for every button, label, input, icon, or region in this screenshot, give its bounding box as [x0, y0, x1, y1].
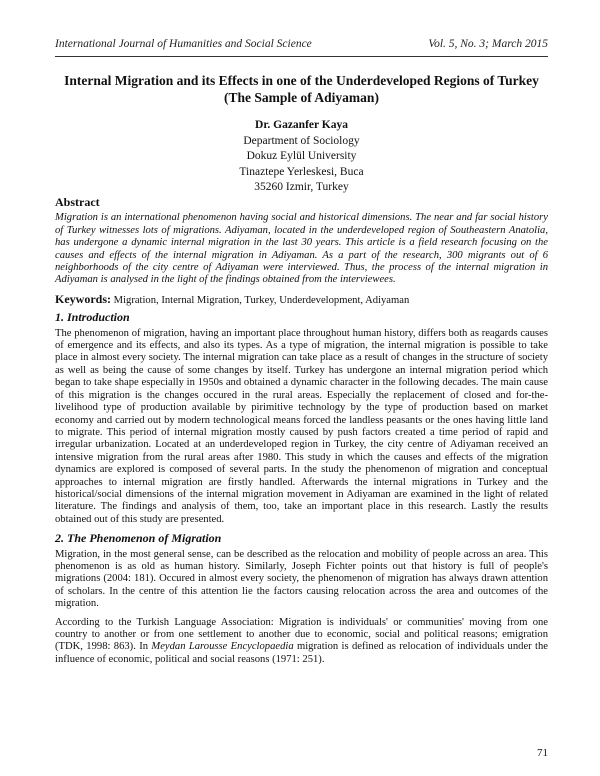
- running-header: [55, 38, 548, 50]
- author-campus: Tinaztepe Yerleskesi, Buca: [239, 165, 364, 178]
- author-department: Department of Sociology: [243, 134, 360, 147]
- encyclopedia-title: Meydan Larousse Encyclopaedia: [151, 641, 294, 653]
- section-2-paragraph-2: [55, 617, 548, 667]
- title-line-2: (The Sample of Adiyaman): [224, 90, 379, 105]
- paper-body: [55, 196, 548, 672]
- keywords-text: Migration, Internal Migration, Turkey, Underdevelopment, Adiyaman: [113, 294, 410, 306]
- issue-info: Vol. 5, No. 3; March 2015: [428, 38, 548, 50]
- abstract-heading: Abstract: [55, 195, 100, 209]
- author-name: Dr. Gazanfer Kaya: [255, 119, 348, 131]
- author-city: 35260 Izmir, Turkey: [254, 181, 349, 193]
- author-university: Dokuz Eylül University: [246, 150, 357, 162]
- page-number: 71: [537, 747, 548, 759]
- section-1-text: The phenomenon of migration, having an important place throughout human history, differs both as reagards causes of emergence and its effects, and also its types. As a type of migration, the internal migration is possible to take place in almost every society. The internal migration can take place as a result of changes in the structure of society as well as being the cause of some changes by itself. Turkey has undergone an internal migration period which began to take shape especially in 1950s and obtained a dynamic character in the following decades. The main cause of this migration is the changes occured in the rural areas. Especially the replacement of closed and for-the-livelihood type of production available by pirimitive technology by the type of production based on market economy and carried out by modern technological means forced the landless peasants or the ones having little land to migrate. This period of internal migration mostly caused by push factors created a time period of rapid and irregular urbanization. Located at an underdeveloped region in Turkey, the city centre of Adiyaman received an intensive migration from the rural areas after 1980. This study in which the causes and effects of the migration dynamics are explored is composed of several parts. In the study the phenomenon of migration and conceptual approaches to internal migration are firstly handled. Afterwards the internal migrations in Turkey and the historical/social dimensions of the internal migration movement in Adiyaman are examined in the light of related literature. The findings and analysis of them, too, take an important place in this research. Lastly the results obtained out of this study are presented.: [55, 327, 548, 525]
- keywords: [55, 293, 548, 307]
- abstract-text: Migration is an international phenomenon having social and historical dimensions. The near and far social history of Turkey witnesses lots of migrations. Adiyaman, located in the underdeveloped region of Southeastern Anatolia, has undergone a dynamic internal migration in the last 30 years. This article is a field research focusing on the causes and effects of the internal migration in Adiyaman. As a part of the research, 300 migrants out of 6 neighborhoods of the city centre of Adiyaman were interviewed. Thus, the process of the internal migration in Adiyaman is analysed in the light of the findings obtained from the interviewees.: [55, 212, 548, 286]
- author-block: [55, 118, 548, 196]
- section-2-heading: 2. The Phenomenon of Migration: [55, 531, 222, 546]
- header-rule: [55, 56, 548, 57]
- section-1-heading: 1. Introduction: [55, 310, 130, 325]
- paper-title: [55, 72, 548, 106]
- para2-start: According to the Turkish Language Association: Migration is individuals' or communities' moving from one country to another or from one settlement to another due to economic, social and political reasons; emigration (TDK, 1998: 863). In: [55, 616, 548, 653]
- para2-end: migration is defined as relocation of individuals under the influence of economic, political and social reasons (1971: 251).: [55, 641, 548, 665]
- section-2-paragraph-1: Migration, in the most general sense, can be described as the relocation and mobility of people across an area. This phenomenon is as old as human history. Similarly, Joseph Fichter points out that history is full of people's migrations (2004: 181). Occured in almost every society, the phenomenon of migration has always drawn attention of scholars. In the centre of this attention lie the factors causing relocation across the area and outcomes of the migration.: [55, 548, 548, 610]
- title-line-1: Internal Migration and its Effects in one of the Underdeveloped Regions of Turkey: [64, 73, 539, 88]
- journal-name: International Journal of Humanities and Social Science: [55, 38, 312, 50]
- keywords-label: Keywords:: [55, 291, 111, 306]
